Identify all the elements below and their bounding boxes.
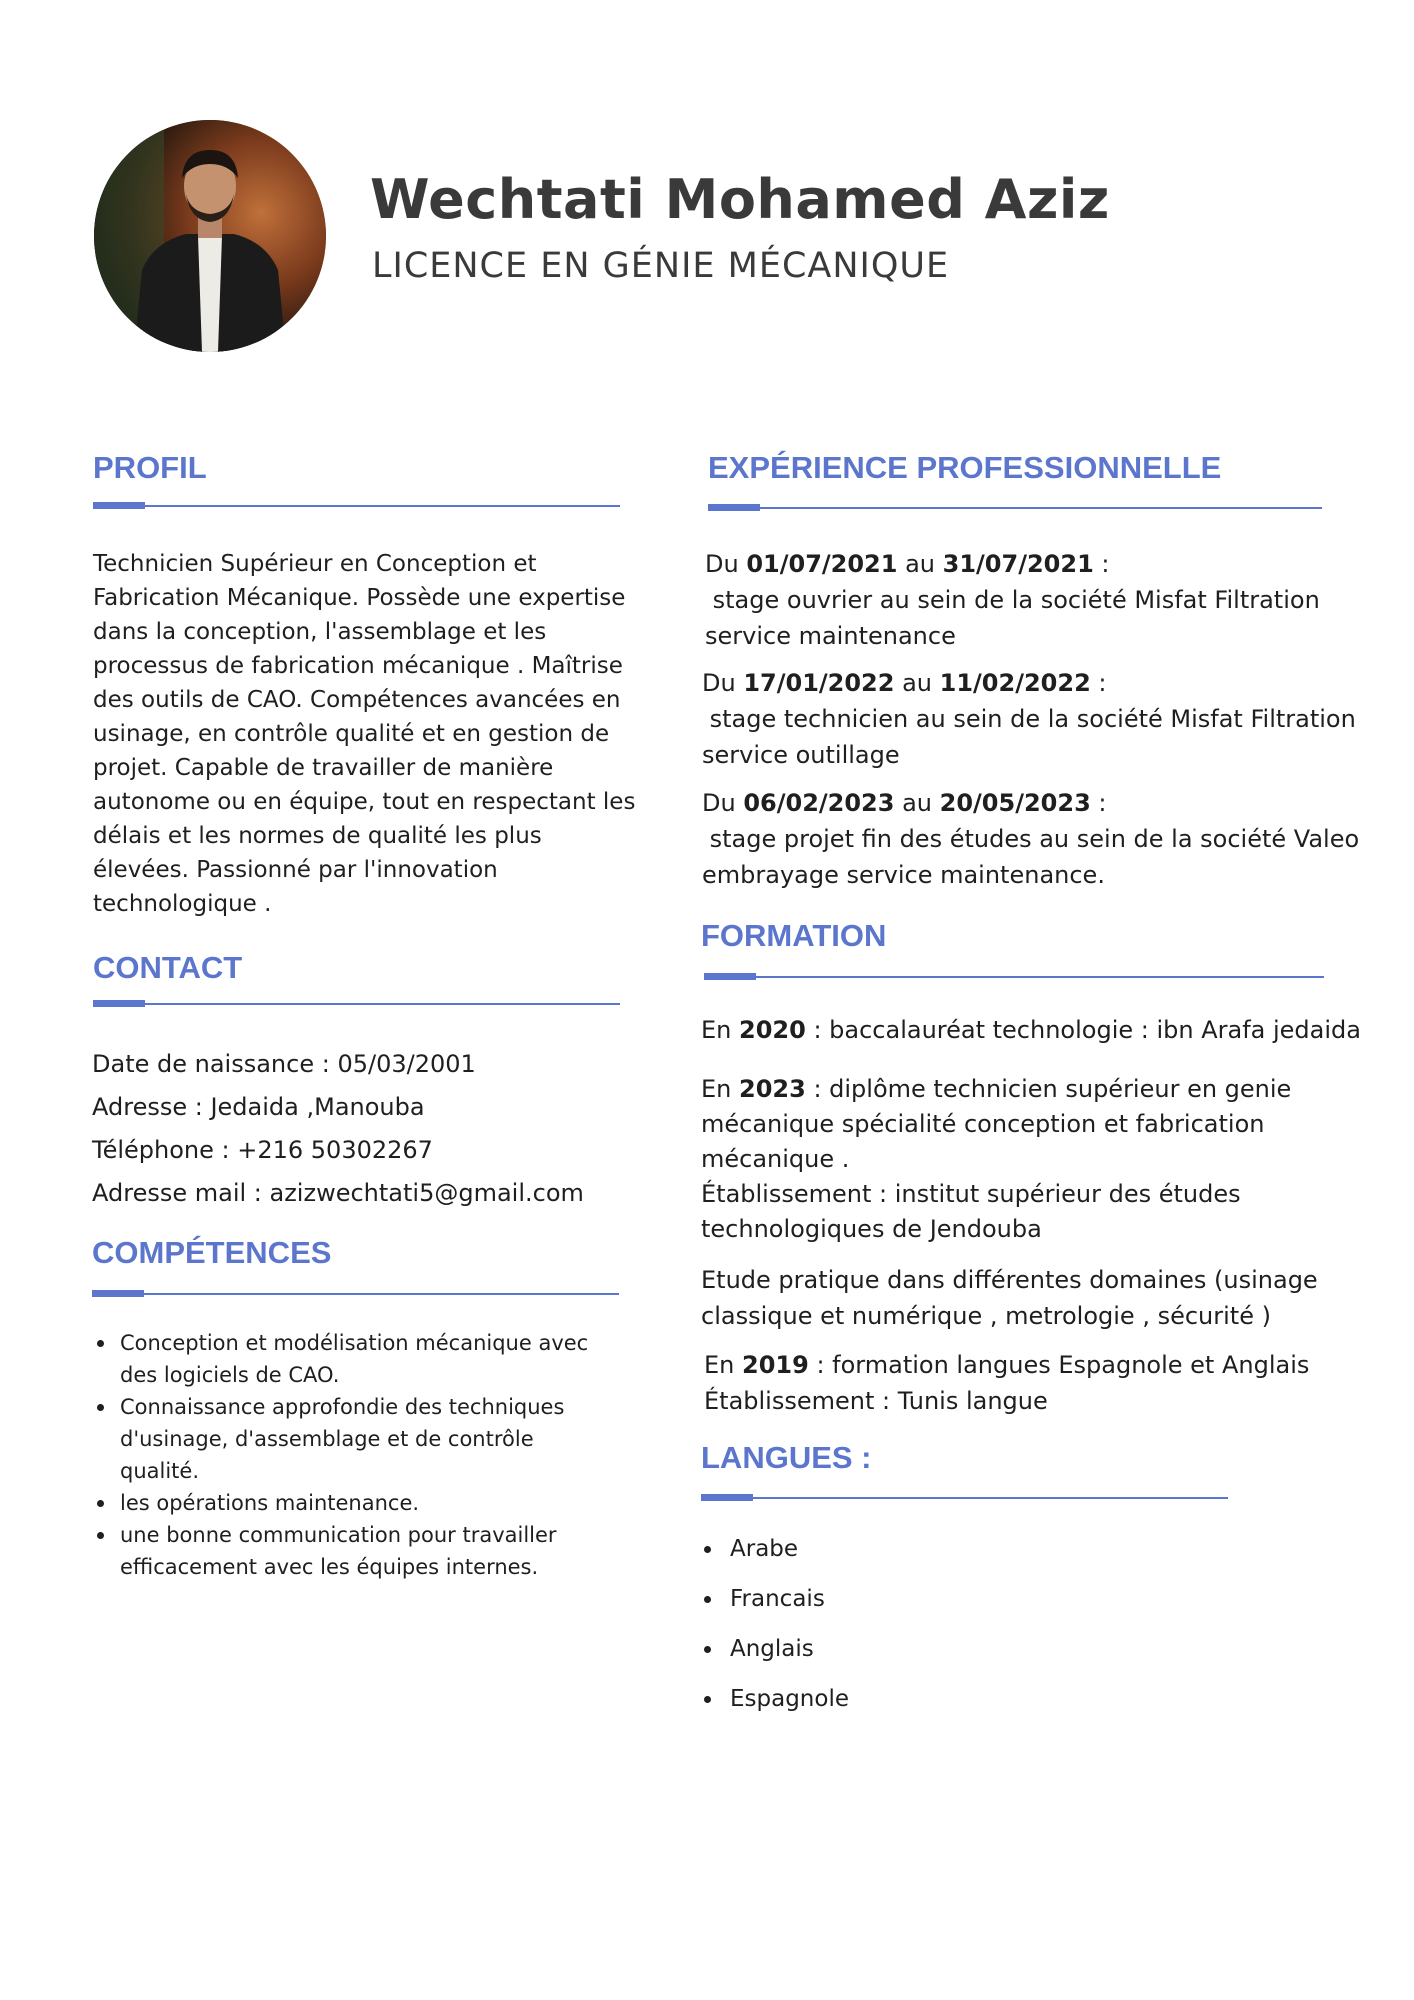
experience-divider — [708, 507, 1322, 509]
formation-text: : baccalauréat technologie : ibn Arafa jedaida — [805, 1016, 1361, 1044]
en-label: En — [701, 1016, 740, 1044]
experience-description: embrayage service maintenance. — [702, 861, 1105, 889]
phone[interactable]: Téléphone : +216 50302267 — [92, 1136, 433, 1164]
profil-line: des outils de CAO. Compétences avancées en — [93, 687, 621, 713]
profil-divider — [93, 505, 620, 507]
address: Adresse : Jedaida ,Manouba — [92, 1093, 425, 1121]
list-item — [93, 1487, 613, 1519]
competences-list — [93, 1327, 613, 1583]
langues-heading: LANGUES : — [701, 1440, 872, 1475]
experience-description: stage ouvrier au sein de la société Misfat Filtration — [705, 586, 1320, 614]
formation-line: Établissement : Tunis langue — [704, 1387, 1048, 1415]
formation-text: : formation langues Espagnole et Anglais — [808, 1351, 1310, 1379]
skill-line: Connaissance approfondie des techniques — [120, 1395, 565, 1419]
list-item — [93, 1519, 613, 1583]
contact-divider — [93, 1003, 620, 1005]
experience-description: service maintenance — [705, 622, 956, 650]
profil-line: élevées. Passionné par l'innovation — [93, 857, 498, 883]
experience-item — [705, 546, 1320, 654]
skill-line: qualité. — [120, 1459, 200, 1483]
experience-item — [702, 665, 1356, 773]
au-label: au — [894, 669, 940, 697]
du-label: Du — [702, 669, 744, 697]
start-date: 06/02/2023 — [743, 789, 895, 817]
au-label: au — [897, 550, 943, 578]
skill-line: Conception et modélisation mécanique avec — [120, 1331, 589, 1355]
formation-heading: FORMATION — [701, 918, 887, 953]
etude-line: Etude pratique dans différentes domaines (usinage — [701, 1266, 1318, 1294]
end-date: 20/05/2023 — [939, 789, 1091, 817]
list-item — [93, 1391, 613, 1487]
skill-line: une bonne communication pour travailler — [120, 1523, 557, 1547]
du-label: Du — [702, 789, 744, 817]
formation-year: 2019 — [742, 1351, 809, 1379]
skill-line: les opérations maintenance. — [120, 1491, 420, 1515]
experience-description: stage technicien au sein de la société Misfat Filtration — [702, 705, 1356, 733]
formation-line: mécanique spécialité conception et fabrication — [701, 1110, 1265, 1138]
person-silhouette-icon — [94, 120, 326, 352]
experience-item — [702, 785, 1359, 893]
en-label: En — [704, 1351, 743, 1379]
formation-year: 2020 — [739, 1016, 806, 1044]
profil-line: dans la conception, l'assemblage et les — [93, 619, 547, 645]
start-date: 17/01/2022 — [743, 669, 895, 697]
en-label: En — [701, 1075, 740, 1103]
competences-divider — [92, 1293, 619, 1295]
profil-line: projet. Capable de travailler de manière — [93, 755, 554, 781]
formation-text: : diplôme technicien supérieur en genie — [805, 1075, 1292, 1103]
candidate-name: Wechtati Mohamed Aziz — [370, 168, 1110, 231]
langues-list — [701, 1532, 849, 1732]
contact-list — [92, 1043, 584, 1215]
list-item: Francais — [701, 1582, 849, 1616]
etude-line: classique et numérique , metrologie , sécurité ) — [701, 1302, 1271, 1330]
experience-heading: EXPÉRIENCE PROFESSIONNELLE — [708, 450, 1222, 485]
end-date: 11/02/2022 — [939, 669, 1091, 697]
competences-heading: COMPÉTENCES — [92, 1235, 332, 1270]
email[interactable]: Adresse mail : azizwechtati5@gmail.com — [92, 1179, 584, 1207]
colon: : — [1090, 669, 1107, 697]
formation-year: 2023 — [739, 1075, 806, 1103]
formation-line: mécanique . — [701, 1145, 850, 1173]
profil-heading: PROFIL — [93, 450, 207, 485]
skill-line: d'usinage, d'assemblage et de contrôle — [120, 1427, 534, 1451]
birth-date: Date de naissance : 05/03/2001 — [92, 1050, 476, 1078]
profil-line: processus de fabrication mécanique . Maîtrise — [93, 653, 623, 679]
formation-item — [701, 1072, 1291, 1247]
profil-line: technologique . — [93, 891, 272, 917]
experience-description: stage projet fin des études au sein de la société Valeo — [702, 825, 1360, 853]
au-label: au — [894, 789, 940, 817]
formation-item — [701, 1012, 1361, 1048]
profil-line: Fabrication Mécanique. Possède une expertise — [93, 585, 626, 611]
list-item: Arabe — [701, 1532, 849, 1566]
formation-etude — [701, 1262, 1318, 1334]
colon: : — [1090, 789, 1107, 817]
du-label: Du — [705, 550, 747, 578]
list-item: Espagnole — [701, 1682, 849, 1716]
profil-line: Technicien Supérieur en Conception et — [93, 551, 537, 577]
profil-line: autonome ou en équipe, tout en respectant les — [93, 789, 636, 815]
candidate-title: LICENCE EN GÉNIE MÉCANIQUE — [372, 246, 950, 286]
contact-heading: CONTACT — [93, 950, 243, 985]
skill-line: efficacement avec les équipes internes. — [120, 1555, 539, 1579]
langues-divider — [701, 1497, 1228, 1499]
colon: : — [1093, 550, 1110, 578]
start-date: 01/07/2021 — [746, 550, 898, 578]
list-item — [93, 1327, 613, 1391]
formation-line: technologiques de Jendouba — [701, 1215, 1042, 1243]
list-item: Anglais — [701, 1632, 849, 1666]
formation-item — [704, 1347, 1309, 1419]
skill-line: des logiciels de CAO. — [120, 1363, 340, 1387]
end-date: 31/07/2021 — [942, 550, 1094, 578]
profil-text — [93, 547, 635, 921]
experience-description: service outillage — [702, 741, 900, 769]
formation-divider — [704, 976, 1324, 978]
profile-photo — [94, 120, 326, 352]
profil-line: usinage, en contrôle qualité et en gestion de — [93, 721, 610, 747]
formation-line: Établissement : institut supérieur des études — [701, 1180, 1241, 1208]
profil-line: délais et les normes de qualité les plus — [93, 823, 542, 849]
